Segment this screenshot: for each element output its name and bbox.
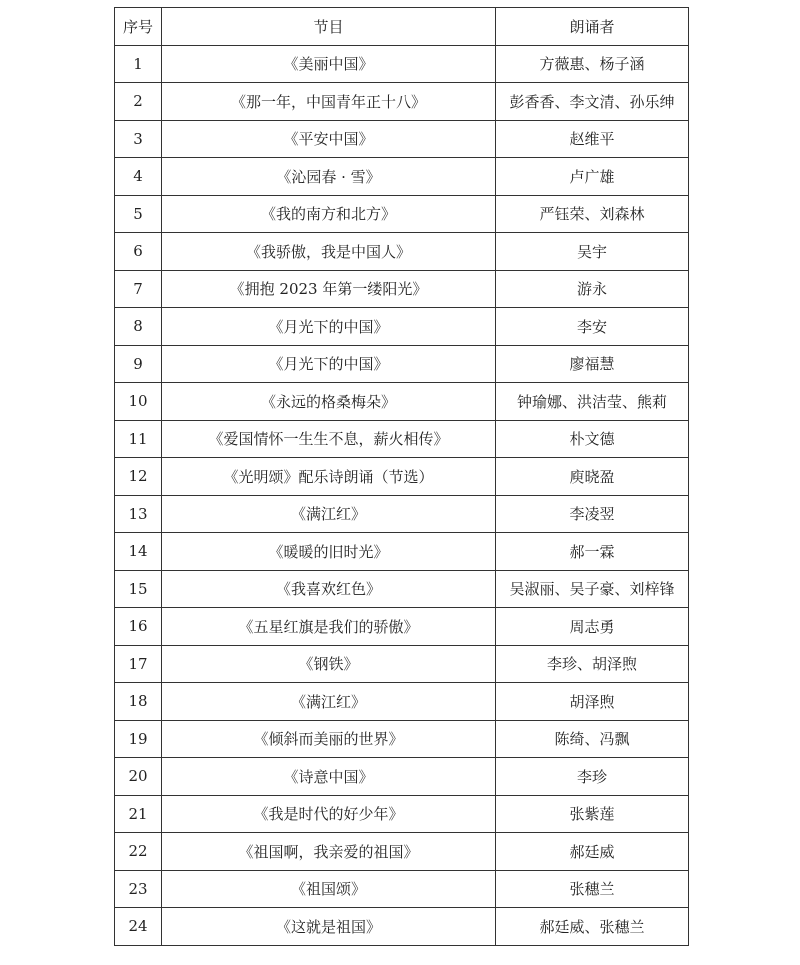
program-title-cell: 《倾斜而美丽的世界》 (162, 720, 496, 758)
table-row (115, 345, 689, 383)
program-title-cell: 《美丽中国》 (162, 45, 496, 83)
reader-names-cell: 胡泽煦 (496, 683, 689, 721)
table-row (115, 45, 689, 83)
table-row (115, 720, 689, 758)
reader-names-cell: 廖福慧 (496, 345, 689, 383)
reader-names-cell: 周志勇 (496, 608, 689, 646)
program-title-cell: 《钢铁》 (162, 645, 496, 683)
program-title-cell: 《月光下的中国》 (162, 345, 496, 383)
reader-names-cell: 郝廷威 (496, 833, 689, 871)
row-number-cell: 24 (115, 908, 162, 946)
table-row (115, 533, 689, 571)
row-number-cell: 1 (115, 45, 162, 83)
reader-names-cell: 赵维平 (496, 120, 689, 158)
row-number-cell: 22 (115, 833, 162, 871)
program-title-cell: 《爱国情怀一生生不息，薪火相传》 (162, 420, 496, 458)
reader-names-cell: 吴淑丽、吴子豪、刘梓锋 (496, 570, 689, 608)
table-row (115, 120, 689, 158)
row-number-cell: 4 (115, 158, 162, 196)
table-row (115, 795, 689, 833)
row-number-cell: 23 (115, 870, 162, 908)
header-reader: 朗诵者 (496, 8, 689, 46)
program-title-cell: 《暖暖的旧时光》 (162, 533, 496, 571)
table-row (115, 270, 689, 308)
reader-names-cell: 郝一霖 (496, 533, 689, 571)
program-title-cell: 《平安中国》 (162, 120, 496, 158)
row-number-cell: 19 (115, 720, 162, 758)
reader-names-cell: 彭香香、李文清、孙乐绅 (496, 83, 689, 121)
reader-names-cell: 严钰荣、刘森林 (496, 195, 689, 233)
row-number-cell: 5 (115, 195, 162, 233)
reader-names-cell: 卢广雄 (496, 158, 689, 196)
row-number-cell: 10 (115, 383, 162, 421)
reader-names-cell: 游永 (496, 270, 689, 308)
row-number-cell: 2 (115, 83, 162, 121)
row-number-cell: 14 (115, 533, 162, 571)
reader-names-cell: 李珍、胡泽煦 (496, 645, 689, 683)
table-row (115, 833, 689, 871)
program-title-cell: 《祖国啊，我亲爱的祖国》 (162, 833, 496, 871)
reader-names-cell: 张穗兰 (496, 870, 689, 908)
row-number-cell: 11 (115, 420, 162, 458)
row-number-cell: 6 (115, 233, 162, 271)
row-number-cell: 15 (115, 570, 162, 608)
row-number-cell: 12 (115, 458, 162, 496)
program-title-cell: 《诗意中国》 (162, 758, 496, 796)
reader-names-cell: 李安 (496, 308, 689, 346)
row-number-cell: 3 (115, 120, 162, 158)
table-row (115, 383, 689, 421)
header-number: 序号 (115, 8, 162, 46)
table-row (115, 495, 689, 533)
reader-names-cell: 张紫莲 (496, 795, 689, 833)
reader-names-cell: 李凌翌 (496, 495, 689, 533)
table-row (115, 158, 689, 196)
program-title-cell: 《月光下的中国》 (162, 308, 496, 346)
table-row (115, 758, 689, 796)
program-title-cell: 《拥抱 2023 年第一缕阳光》 (162, 270, 496, 308)
reader-names-cell: 吴宇 (496, 233, 689, 271)
header-program: 节目 (162, 8, 496, 46)
program-title-cell: 《我骄傲，我是中国人》 (162, 233, 496, 271)
program-title-cell: 《永远的格桑梅朵》 (162, 383, 496, 421)
reader-names-cell: 方薇惠、杨子涵 (496, 45, 689, 83)
table-row (115, 908, 689, 946)
program-title-cell: 《我是时代的好少年》 (162, 795, 496, 833)
program-title-cell: 《五星红旗是我们的骄傲》 (162, 608, 496, 646)
row-number-cell: 20 (115, 758, 162, 796)
table-row (115, 608, 689, 646)
row-number-cell: 13 (115, 495, 162, 533)
reader-names-cell: 钟瑜娜、洪洁莹、熊莉 (496, 383, 689, 421)
program-title-cell: 《满江红》 (162, 495, 496, 533)
row-number-cell: 21 (115, 795, 162, 833)
program-title-cell: 《满江红》 (162, 683, 496, 721)
row-number-cell: 18 (115, 683, 162, 721)
table-row (115, 308, 689, 346)
table-body (115, 45, 689, 945)
row-number-cell: 9 (115, 345, 162, 383)
program-title-cell: 《这就是祖国》 (162, 908, 496, 946)
table-row (115, 233, 689, 271)
table-row (115, 570, 689, 608)
program-title-cell: 《光明颂》配乐诗朗诵（节选） (162, 458, 496, 496)
table-row (115, 195, 689, 233)
reader-names-cell: 庾晓盈 (496, 458, 689, 496)
table-row (115, 83, 689, 121)
reader-names-cell: 朴文德 (496, 420, 689, 458)
program-title-cell: 《那一年，中国青年正十八》 (162, 83, 496, 121)
table-header-row (115, 8, 689, 46)
table-row (115, 870, 689, 908)
table-row (115, 420, 689, 458)
reader-names-cell: 陈绮、冯飘 (496, 720, 689, 758)
row-number-cell: 16 (115, 608, 162, 646)
reader-names-cell: 郝廷威、张穗兰 (496, 908, 689, 946)
program-title-cell: 《我喜欢红色》 (162, 570, 496, 608)
row-number-cell: 7 (115, 270, 162, 308)
table-row (115, 458, 689, 496)
program-table (114, 7, 689, 946)
row-number-cell: 8 (115, 308, 162, 346)
table-row (115, 645, 689, 683)
program-title-cell: 《祖国颂》 (162, 870, 496, 908)
program-title-cell: 《我的南方和北方》 (162, 195, 496, 233)
row-number-cell: 17 (115, 645, 162, 683)
reader-names-cell: 李珍 (496, 758, 689, 796)
table-row (115, 683, 689, 721)
program-title-cell: 《沁园春 · 雪》 (162, 158, 496, 196)
